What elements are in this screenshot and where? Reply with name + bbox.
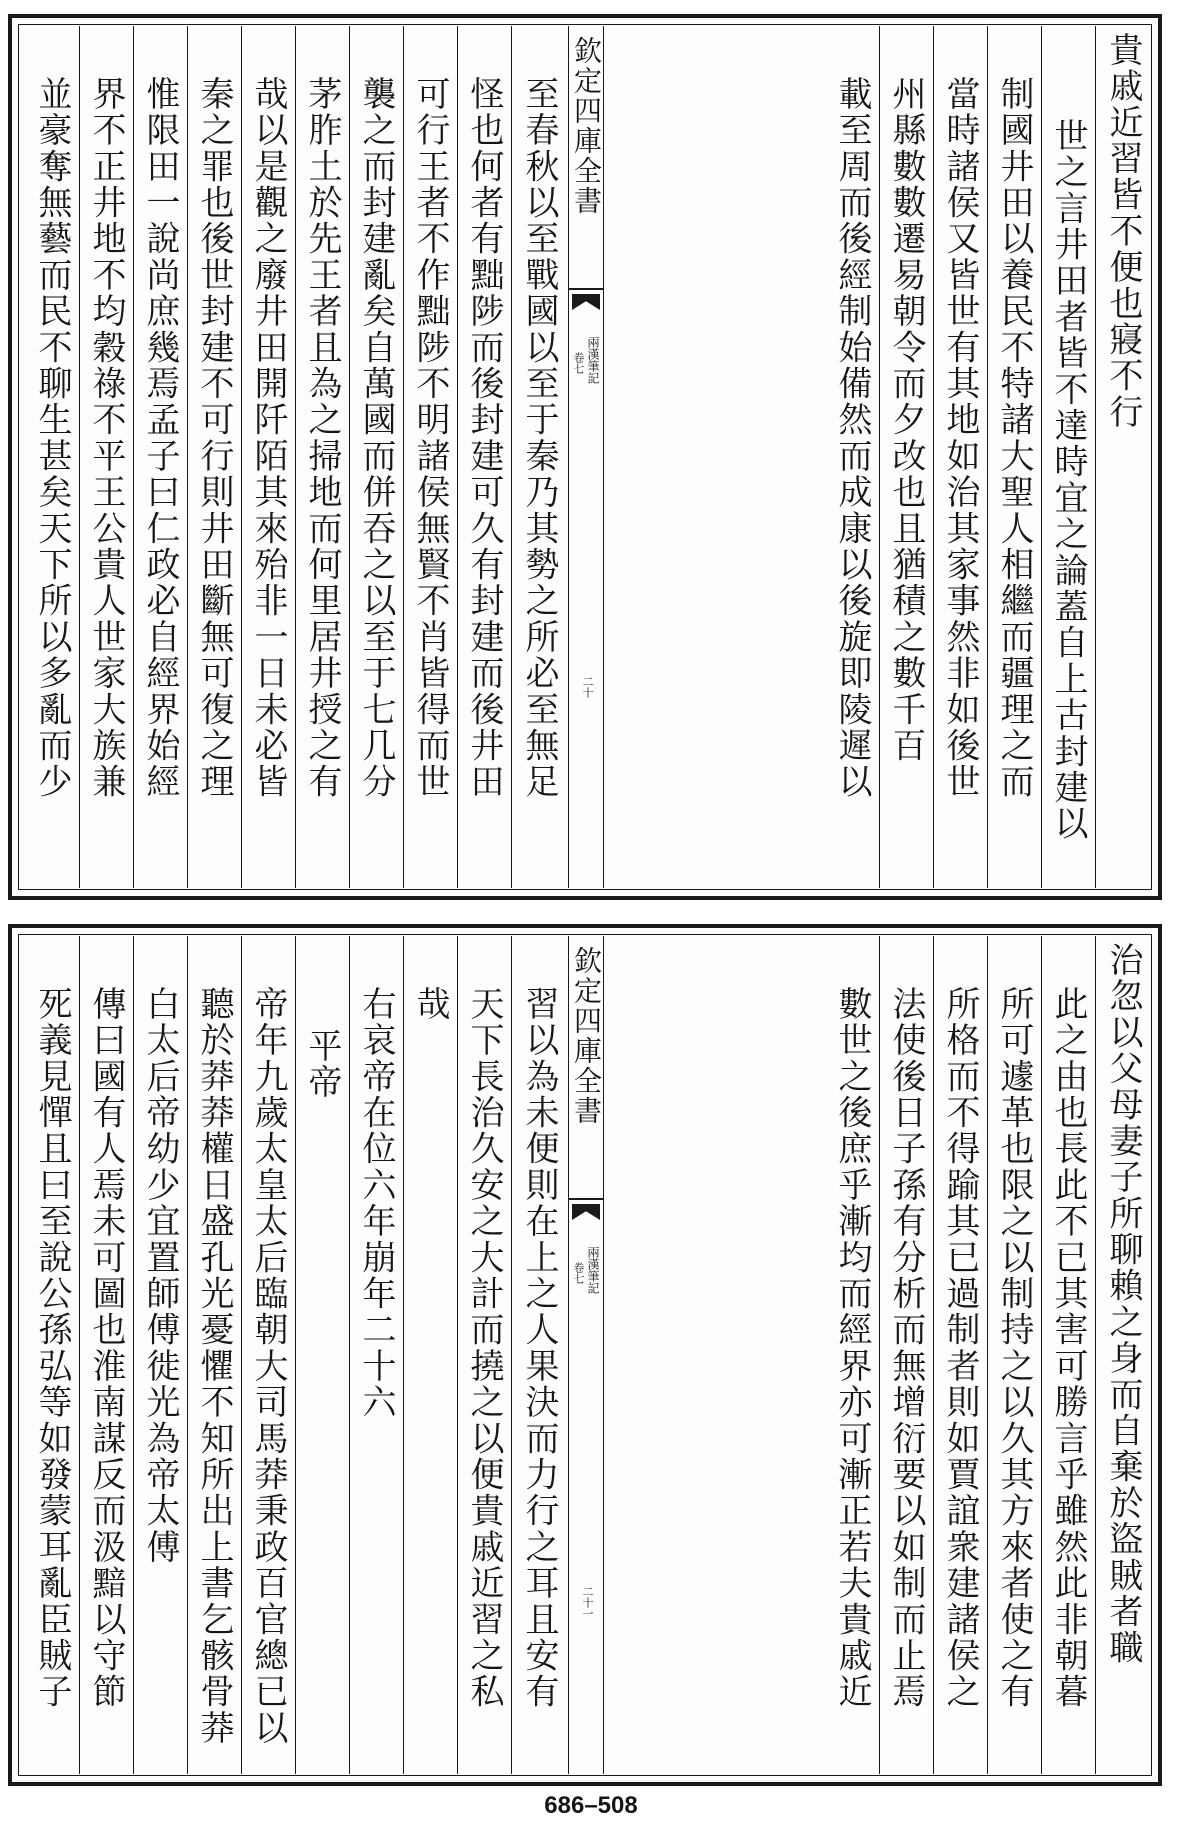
text-column: 並豪奪無藝而民不聊生甚矣天下所以多亂而少	[26, 26, 80, 888]
text-column: 貴戚近習皆不便也寢不行	[1103, 32, 1143, 431]
leaf-number: 二十	[581, 676, 594, 698]
lower-page	[8, 924, 1162, 1786]
fold-center-column	[568, 936, 604, 1774]
page-footer-number: 686–508	[544, 1792, 638, 1819]
text-column: 哉	[404, 936, 458, 1774]
text-column: 至春秋以至戰國以至于秦乃其勢之所必至無足	[519, 76, 559, 800]
text-column: 襲之而封建亂矣自萬國而併吞之以至于七几分	[350, 26, 404, 888]
text-column: 哉以是觀之廢井田開阡陌其來殆非一日未必皆	[242, 26, 296, 888]
text-column: 右哀帝在位六年崩年二十六	[350, 936, 404, 1774]
upper-page	[8, 14, 1162, 900]
fishtail-mark	[569, 288, 603, 316]
text-column: 茅胙土於先王者且為之掃地而何里居井授之有	[296, 26, 350, 888]
text-column: 聽於莽莽權日盛孔光憂懼不知所出上書乞骸骨莽	[188, 936, 242, 1774]
text-column: 白太后帝幼少宜置師傅徙光為帝太傅	[134, 936, 188, 1774]
text-column: 帝年九歲太皇太后臨朝大司馬莽秉政百官總已以	[242, 936, 296, 1774]
text-column: 惟限田一說尚庶幾焉孟子曰仁政必自經界始經	[134, 26, 188, 888]
text-column: 載至周而後經制始備然而成康以後旋即陵遲以	[826, 26, 880, 888]
book-title: 欽定四庫全書	[570, 946, 603, 1126]
text-column: 怪也何者有黜陟而後封建可久有封建而後井田	[458, 26, 512, 888]
text-column: 秦之罪也後世封建不可行則井田斷無可復之理	[188, 26, 242, 888]
book-title: 欽定四庫全書	[570, 36, 603, 216]
upper-right-half	[604, 26, 1150, 888]
lower-right-half	[604, 936, 1150, 1774]
text-column: 傳曰國有人焉未可圖也淮南謀反而汲黯以守節	[80, 936, 134, 1774]
lower-left-half	[20, 936, 566, 1774]
text-column: 此之由也長此不已其害可勝言乎雖然此非朝暮	[1042, 936, 1096, 1774]
text-column: 法使後日子孫有分析而無增衍要以如制而止焉	[880, 936, 934, 1774]
text-column: 天下長治久安之大計而撓之以便貴戚近習之私	[458, 936, 512, 1774]
upper-left-half	[20, 26, 566, 888]
book-subtitle: 兩漢筆記	[586, 336, 600, 384]
volume-label: 卷七	[572, 1262, 585, 1284]
text-column: 界不正井地不均穀祿不平王公貴人世家大族兼	[80, 26, 134, 888]
text-column: 治忽以父母妻子所聊賴之身而自棄於盜賊者職	[1103, 942, 1143, 1666]
fishtail-mark	[569, 1198, 603, 1226]
text-column: 當時諸侯又皆世有其地如治其家事然非如後世	[934, 26, 988, 888]
text-column: 世之言井田者皆不達時宜之論蓋自上古封建以	[1042, 26, 1096, 888]
text-column: 制國井田以養民不特諸大聖人相繼而疆理之而	[988, 26, 1042, 888]
text-column: 數世之後庶乎漸均而經界亦可漸正若夫貴戚近	[826, 936, 880, 1774]
text-column: 所可遽革也限之以制持之以久其方來者使之有	[988, 936, 1042, 1774]
book-subtitle: 兩漢筆記	[586, 1246, 600, 1294]
text-column: 習以為未便則在上之人果決而力行之耳且安有	[519, 986, 559, 1710]
text-column: 平帝	[296, 936, 350, 1774]
text-column: 可行王者不作黜陟不明諸侯無賢不肖皆得而世	[404, 26, 458, 888]
text-column: 所格而不得踰其已過制者則如賈誼衆建諸侯之	[934, 936, 988, 1774]
fold-center-column	[568, 26, 604, 888]
text-column: 州縣數數遷易朝令而夕改也且猶積之數千百	[880, 26, 934, 888]
text-column: 死義見憚且曰至說公孫弘等如發蒙耳亂臣賊子	[26, 936, 80, 1774]
volume-label: 卷七	[572, 352, 585, 374]
leaf-number: 二十一	[581, 1586, 594, 1619]
